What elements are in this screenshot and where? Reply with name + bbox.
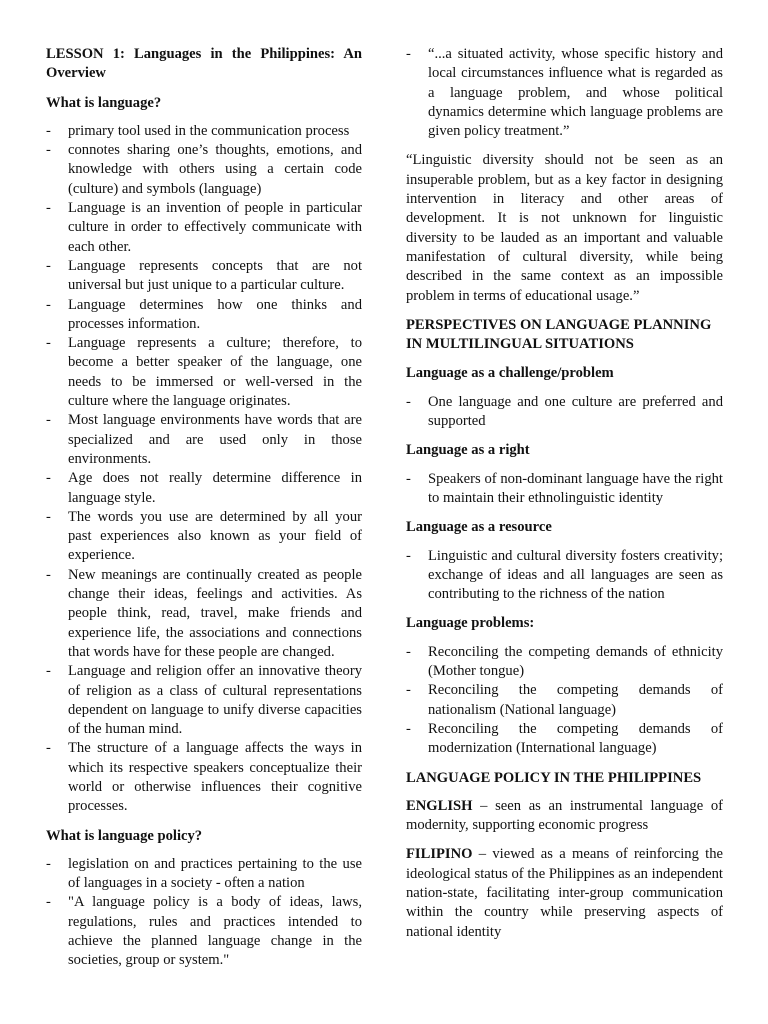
policy-philippines-heading: LANGUAGE POLICY IN THE PHILIPPINES [406,769,702,786]
diversity-quote: “Linguistic diversity should not be seen as an insuperable problem, but as a key factor in designing intervention in literacy and other areas of development. It is not unknown for linguistic diversity to be lauded as an important and valuable manifestation of cultural diversity, while being described in the same context as an impossible problem in terms of educational usage.” [406,152,723,304]
lesson-title: LESSON 1: Languages in the Philippines: An Overview [46,46,362,82]
filipino-text: – viewed as a means of reinforcing the ideological status of the Philippines as an independent nation-state, facilitating inter-group communication within the country while preserving aspects of national identity [406,846,723,940]
right-heading: Language as a right [406,442,530,459]
what-is-language-list [46,122,362,817]
challenge-heading: Language as a challenge/problem [406,365,614,382]
list-item: - Most language environments have words that are specialized and are used only in those environments. [46,411,362,469]
english-term: ENGLISH [406,797,473,814]
list-item: - legislation on and practices pertaining to the use of languages in a society - often a nation [46,855,362,894]
list-item: - Age does not really determine difference in language style. [46,469,362,508]
list-item: - “...a situated activity, whose specific history and local circumstances influence what is regarded as a language problem, and whose political dynamics determine which language problems are given policy treatment.” [406,45,723,141]
list-item: - Language represents concepts that are not universal but just unique to a particular culture. [46,257,362,296]
challenge-list [406,393,723,432]
list-item: - Language represents a culture; therefore, to become a better speaker of the language, one needs to be immersed or well-versed in the culture where the language originates. [46,334,362,411]
list-item: - Language is an invention of people in particular culture in order to effectively communicate with each other. [46,199,362,257]
list-item: - Reconciling the competing demands of nationalism (National language) [406,681,723,720]
list-item: - Language and religion offer an innovative theory of religion as a class of cultural representations dependent on language to unify diverse capacities of the human mind. [46,662,362,739]
english-text: – seen as an instrumental language of modernity, supporting economic progress [406,797,723,834]
list-item: - New meanings are continually created as people change their ideas, feelings and activities. As people think, read, travel, make friends and experience life, the associations and connections that words have for these people are changed. [46,566,362,662]
list-item: - primary tool used in the communication process [46,122,362,141]
problems-heading: Language problems: [406,615,535,632]
right-column [406,45,723,952]
left-column [46,45,362,971]
right-list [406,470,723,509]
problems-list [406,643,723,759]
resource-list [406,547,723,605]
filipino-term: FILIPINO [406,846,473,863]
resource-heading: Language as a resource [406,519,552,536]
list-item: - Linguistic and cultural diversity fosters creativity; exchange of ideas and all languages are seen as contributing to the richness of the nation [406,547,723,605]
list-item: - Language determines how one thinks and processes information. [46,296,362,335]
english-paragraph [406,797,723,836]
list-item: - "A language policy is a body of ideas, laws, regulations, rules and practices intended to achieve the planned language change in the societies, group or system." [46,893,362,970]
perspectives-heading: PERSPECTIVES ON LANGUAGE PLANNING IN MULTILINGUAL SITUATIONS [406,316,712,353]
list-item: - Reconciling the competing demands of modernization (International language) [406,720,723,759]
list-item: - The words you use are determined by all your past experiences also known as your field of experience. [46,508,362,566]
list-item: - The structure of a language affects the ways in which its respective speakers conceptualize their world or otherwise influences their cognitive processes. [46,739,362,816]
list-item: - Speakers of non-dominant language have the right to maintain their ethnolinguistic identity [406,470,723,509]
list-item: - connotes sharing one’s thoughts, emotions, and knowledge with others using a certain code (culture) and symbols (language) [46,141,362,199]
list-item: - One language and one culture are preferred and supported [406,393,723,432]
what-is-language-heading: What is language? [46,94,162,111]
filipino-paragraph [406,845,723,941]
what-is-policy-heading: What is language policy? [46,827,203,844]
what-is-policy-list [46,855,362,971]
list-item: - Reconciling the competing demands of ethnicity (Mother tongue) [406,643,723,682]
situated-quote-list [406,45,723,141]
